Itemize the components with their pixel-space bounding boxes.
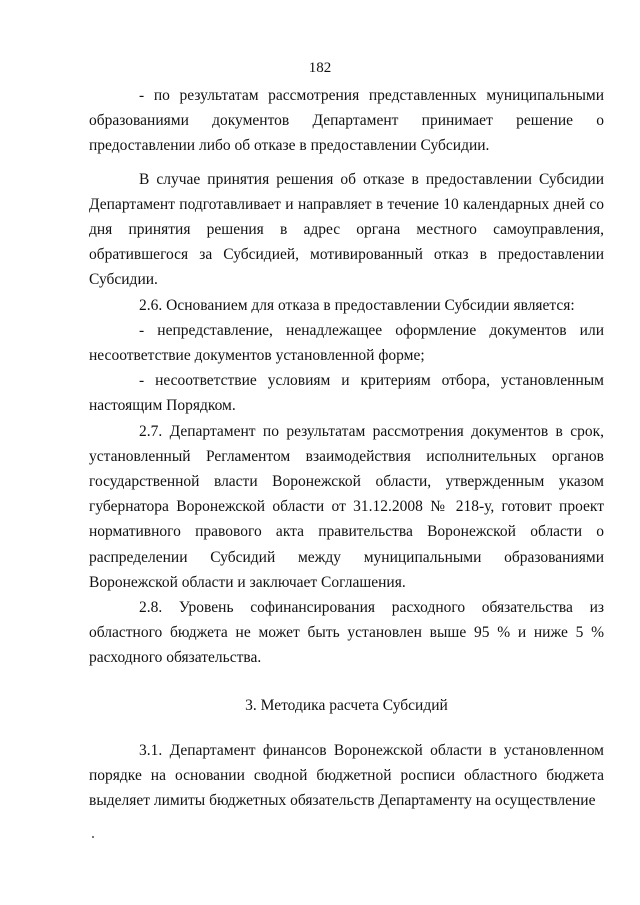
paragraph-decision-result: - по результатам рассмотрения представленных муниципальными образованиями документов Департамент принимает решение о предоставлении либо об отказе в предоставлении Субсидии.	[89, 87, 604, 155]
page-number: 182	[308, 60, 332, 76]
paragraph-2-7-distribution: 2.7. Департамент по результатам рассмотрения документов в срок, установленный Регламентом взаимодействия исполнительных органов государственной власти Воронежской области, утвержденным указом губернатора Воронежской области от 31.12.2008 № 218-у, готовит проект нормативного правового акта правительства Воронежской области о распределении Субсидий между муниципальными образованиями Воронежской области и заключает Соглашения.	[89, 422, 604, 591]
list-item-non-compliance: - несоответствие условиям и критериям отбора, установленным настоящим Порядком.	[89, 372, 604, 415]
section-heading: 3. Методика расчета Субсидий	[245, 696, 448, 714]
document-body	[89, 83, 604, 813]
list-item-non-submission: - непредставление, ненадлежащее оформление документов или несоответствие документов установленной форме;	[89, 321, 604, 365]
paragraph-2-8-cofinancing: 2.8. Уровень софинансирования расходного обязательства из областного бюджета не может быть установлен выше 95 % и ниже 5 % расходного обязательства.	[89, 599, 604, 667]
scan-speck	[92, 836, 94, 838]
paragraph-3-1-limits: 3.1. Департамент финансов Воронежской области в установленном порядке на основании сводной бюджетной росписи областного бюджета выделяет лимиты бюджетных обязательств Департаменту на осуществление	[89, 741, 604, 810]
paragraph-refusal-notice: В случае принятия решения об отказе в предоставлении Субсидии Департамент подготавливает и направляет в течение 10 календарных дней со дня принятия решения в адрес органа местного самоуправления, обратившегося за Субсидией, мотивированный отказ в предоставлении Субсидии.	[89, 170, 604, 289]
paragraph-2-6-refusal-grounds: 2.6. Основанием для отказа в предоставлении Субсидии является:	[139, 296, 575, 314]
